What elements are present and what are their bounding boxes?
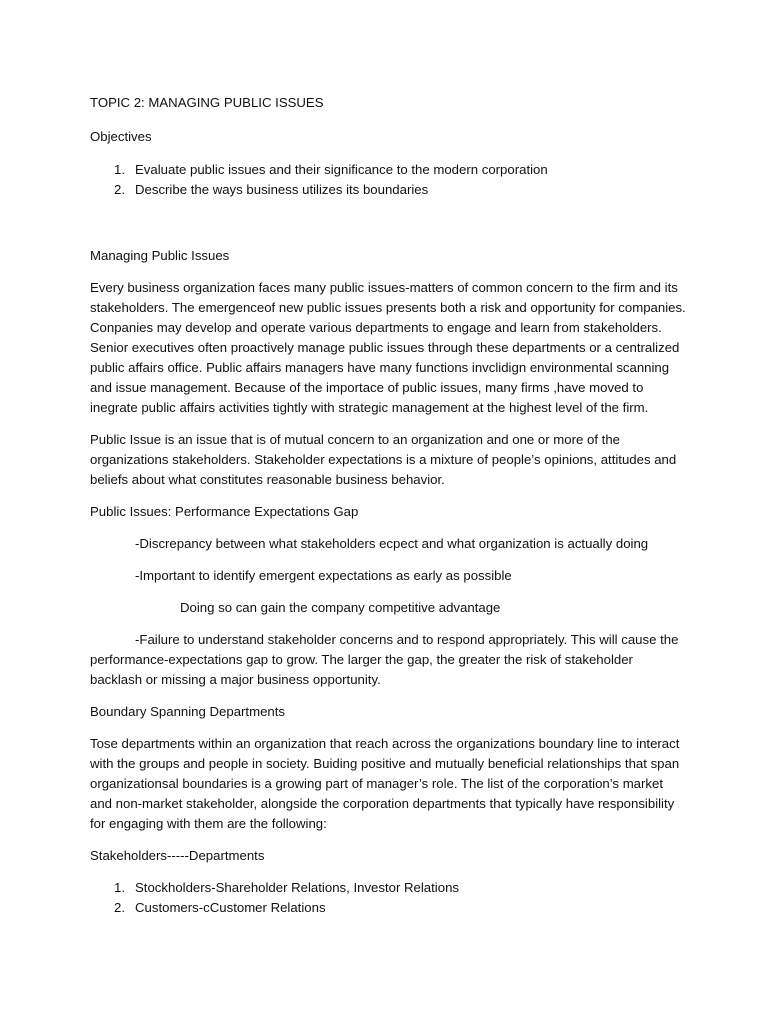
managing-paragraph: Every business organization faces many public issues-matters of common concern to the firm and its stakeholders. The emergenceof new public issues presents both a risk and opportunity for companies. Conpanies may develop and operate various departments to engage and learn from stakeholders. Senior executives often proactively manage public issues through these departments or a centralized public affairs office. Public affairs managers have many functions invclidign environmental scanning and issue management. Because of the importace of public issues, many firms ,have moved to inegrate public affairs activities tightly with strategic management at the highest level of the firm.: [90, 280, 686, 415]
list-item-text: Describe the ways business utilizes its boundaries: [135, 182, 429, 197]
list-item: [90, 878, 688, 898]
public-issue-paragraph: Public Issue is an issue that is of mutual concern to an organization and one or more of the organizations stakeholders. Stakeholder expectations is a mixture of people’s opinions, attitudes and beliefs about what constitutes reasonable business behavior.: [90, 432, 677, 487]
managing-heading: Managing Public Issues: [90, 248, 230, 263]
objectives-list: [90, 160, 688, 200]
list-item-text: Customers-cCustomer Relations: [135, 900, 326, 915]
list-item-text: Evaluate public issues and their significance to the modern corporation: [135, 162, 548, 177]
objectives-heading: Objectives: [90, 129, 152, 144]
list-number: 2.: [114, 900, 125, 915]
gap-subpoint: Doing so can gain the company competitive advantage: [180, 600, 501, 615]
boundary-paragraph: Tose departments within an organization that reach across the organizations boundary line to interact with the groups and people in society. Buiding positive and mutually beneficial relationships that span organizationsal boundaries is a growing part of manager’s role. The list of the corporation’s market and non-market stakeholder, alongside the corporation departments that typically have responsibility for engaging with them are the following:: [90, 736, 680, 831]
boundary-heading: Boundary Spanning Departments: [90, 704, 286, 719]
list-number: 1.: [114, 880, 125, 895]
list-item: [90, 160, 688, 180]
list-item-text: Stockholders-Shareholder Relations, Investor Relations: [135, 880, 459, 895]
page-title: TOPIC 2: MANAGING PUBLIC ISSUES: [90, 95, 324, 110]
gap-heading: Public Issues: Performance Expectations Gap: [90, 504, 359, 519]
stakeholders-list: [90, 878, 688, 918]
list-number: 2.: [114, 182, 125, 197]
gap-point-first-line: -Failure to understand stakeholder concerns and to respond appropriately. This will cause the: [135, 632, 679, 647]
list-number: 1.: [114, 162, 125, 177]
stakeholders-heading: Stakeholders-----Departments: [90, 848, 265, 863]
list-item: [90, 898, 688, 918]
gap-point-continued: performance-expectations gap to grow. The larger the gap, the greater the risk of stakeholder backlash or missing a major business opportunity.: [90, 652, 633, 687]
gap-point-failure: [90, 630, 688, 690]
list-item: [90, 180, 688, 200]
gap-point: -Important to identify emergent expectations as early as possible: [135, 568, 512, 583]
gap-point: -Discrepancy between what stakeholders ecpect and what organization is actually doing: [135, 536, 649, 551]
